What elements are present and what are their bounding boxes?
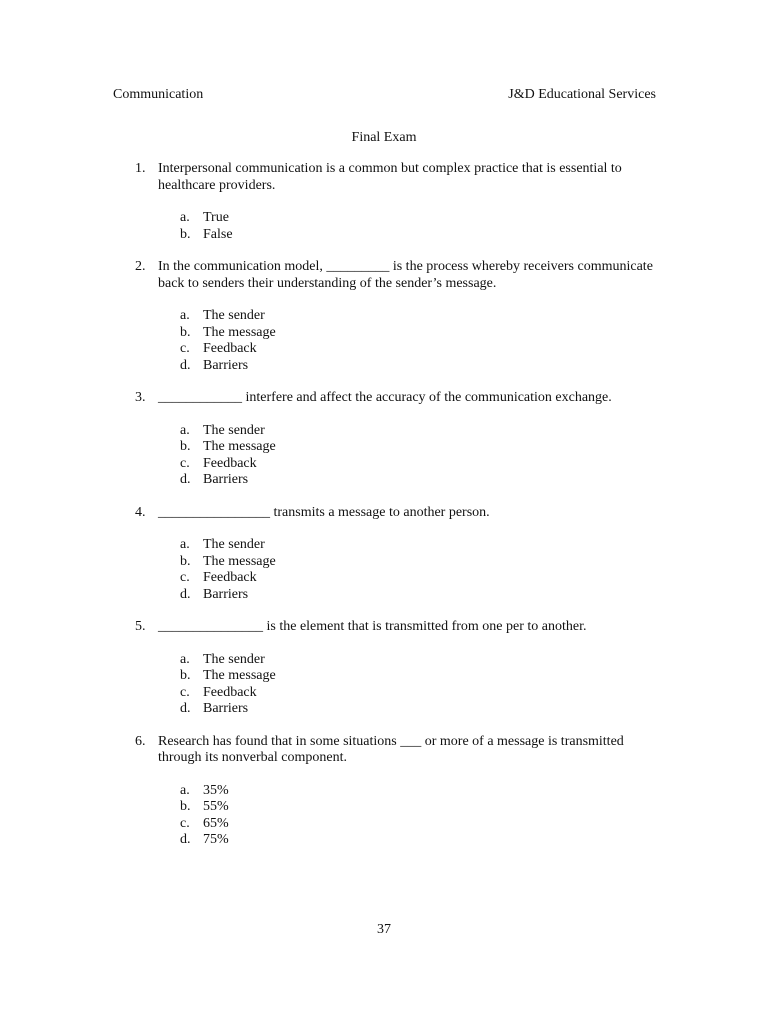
option-a (180, 537, 665, 554)
option-letter: b. (180, 553, 191, 569)
option-text: Feedback (203, 341, 257, 356)
option-c (180, 685, 665, 702)
option-a (180, 308, 665, 325)
option-text: The sender (203, 651, 265, 667)
option-letter: b. (180, 226, 191, 242)
option-letter: b. (180, 439, 191, 454)
option-list (180, 210, 665, 243)
question-3 (135, 390, 665, 489)
option-text: Feedback (203, 455, 257, 471)
question-text: _______________ is the element that is transmitted from one per to another. (158, 619, 587, 634)
option-letter: d. (180, 701, 191, 716)
option-d (180, 358, 665, 375)
question-number: 6. (135, 733, 146, 749)
option-letter: d. (180, 832, 191, 847)
option-letter: c. (180, 341, 190, 356)
option-letter: c. (180, 684, 190, 700)
question-text: In the communication model, _________ is the process whereby receivers communicate back to senders their understanding of the sender’s message. (158, 259, 653, 291)
option-list (180, 783, 665, 849)
option-text: The sender (203, 308, 265, 323)
header-course: Communication (113, 87, 204, 102)
question-number: 1. (135, 161, 146, 176)
option-text: 35% (203, 782, 229, 798)
option-letter: a. (180, 782, 190, 798)
question-text: Interpersonal communication is a common but complex practice that is essential to healthcare providers. (158, 161, 622, 193)
question-list (135, 161, 665, 849)
option-b (180, 325, 665, 342)
option-text: Barriers (203, 701, 249, 716)
header-publisher: J&D Educational Services (508, 87, 656, 102)
option-text: The sender (203, 537, 265, 552)
option-text: 75% (203, 832, 229, 847)
option-letter: a. (180, 308, 190, 323)
option-c (180, 341, 665, 358)
option-text: The message (203, 668, 276, 683)
question-number: 5. (135, 619, 146, 634)
option-letter: c. (180, 570, 190, 585)
question-5 (135, 619, 665, 718)
option-text: Feedback (203, 570, 257, 585)
option-letter: b. (180, 324, 191, 340)
option-b (180, 227, 665, 244)
option-letter: a. (180, 210, 190, 225)
question-number: 4. (135, 504, 146, 520)
question-6 (135, 734, 665, 849)
question-4 (135, 505, 665, 604)
option-letter: a. (180, 537, 190, 552)
option-b (180, 668, 665, 685)
option-a (180, 423, 665, 440)
option-list (180, 423, 665, 489)
option-d (180, 587, 665, 604)
option-letter: a. (180, 422, 190, 438)
option-text: The message (203, 324, 276, 340)
option-letter: b. (180, 799, 191, 814)
option-letter: c. (180, 455, 190, 471)
option-b (180, 439, 665, 456)
option-list (180, 537, 665, 603)
option-letter: b. (180, 668, 191, 683)
option-text: The sender (203, 422, 265, 438)
option-letter: d. (180, 357, 191, 373)
option-text: True (203, 210, 229, 225)
option-text: The message (203, 439, 276, 454)
option-c (180, 816, 665, 833)
question-text: Research has found that in some situations ___ or more of a message is transmitted through its nonverbal component. (158, 733, 624, 765)
option-text: Barriers (203, 357, 249, 373)
option-text: 55% (203, 799, 229, 814)
option-text: 65% (203, 815, 229, 831)
option-letter: c. (180, 815, 190, 831)
question-text: ____________ interfere and affect the accuracy of the communication exchange. (158, 390, 612, 405)
option-list (180, 652, 665, 718)
option-a (180, 210, 665, 227)
option-text: Barriers (203, 586, 249, 602)
option-d (180, 472, 665, 489)
option-list (180, 308, 665, 374)
question-text: ________________ transmits a message to another person. (158, 504, 490, 520)
option-text: Barriers (203, 472, 249, 487)
option-b (180, 554, 665, 571)
question-number: 3. (135, 390, 146, 405)
option-text: False (203, 226, 233, 242)
option-d (180, 832, 665, 849)
option-d (180, 701, 665, 718)
option-letter: d. (180, 586, 191, 602)
question-number: 2. (135, 259, 146, 274)
question-1 (135, 161, 665, 243)
option-c (180, 570, 665, 587)
option-text: The message (203, 553, 276, 569)
option-letter: d. (180, 472, 191, 487)
option-a (180, 652, 665, 669)
option-c (180, 456, 665, 473)
question-2 (135, 259, 665, 374)
page-number: 37 (377, 922, 391, 937)
exam-title: Final Exam (351, 130, 417, 145)
option-b (180, 799, 665, 816)
option-letter: a. (180, 651, 190, 667)
option-a (180, 783, 665, 800)
option-text: Feedback (203, 684, 257, 700)
